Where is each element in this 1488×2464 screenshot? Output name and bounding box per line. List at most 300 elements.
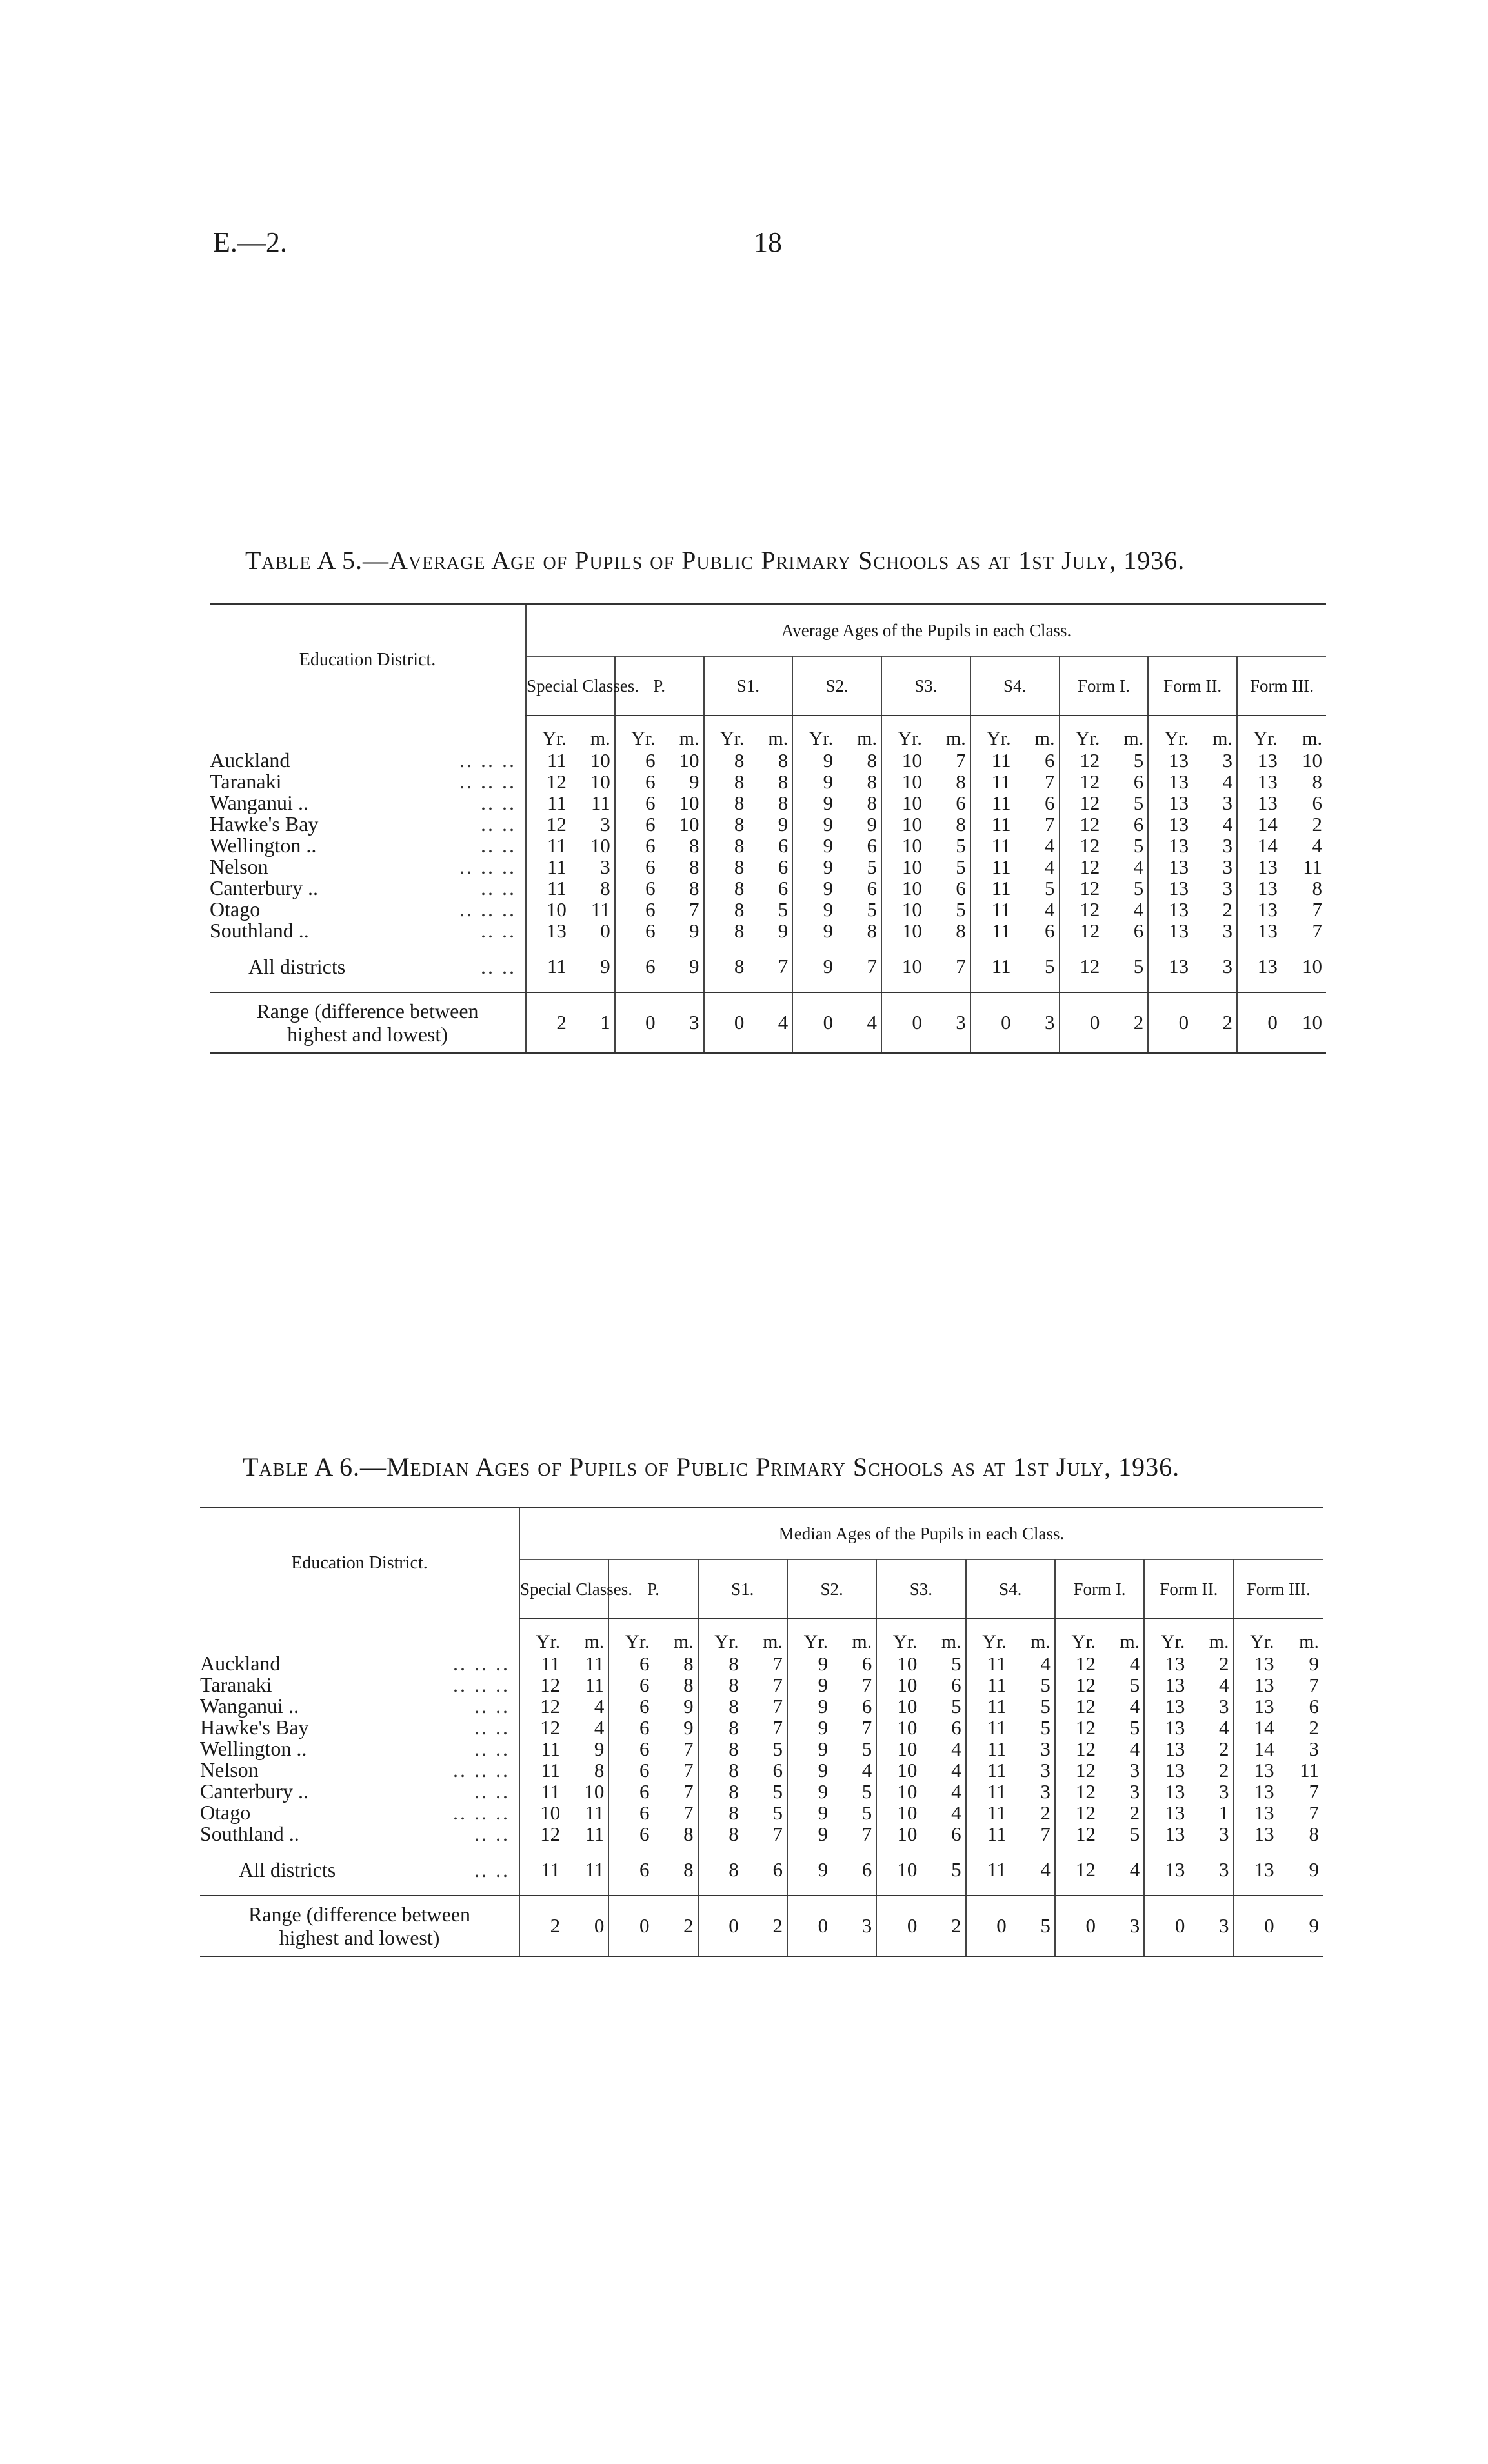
years-cell: 0: [1148, 992, 1192, 1053]
years-cell: 10: [881, 835, 926, 856]
years-cell: 6: [615, 771, 659, 792]
months-cell: 4: [594, 1695, 605, 1718]
district-name-cell: [200, 1759, 519, 1781]
unit-years: Yr.: [970, 716, 1015, 750]
years-cell: 11: [970, 899, 1015, 920]
years-cell: 11: [966, 1653, 1010, 1674]
months-cell: 4: [837, 992, 881, 1053]
years-cell: 2: [519, 1896, 564, 1956]
table-row: [210, 771, 1326, 792]
table-row: [210, 877, 1326, 899]
unit-months: m.: [1034, 728, 1055, 749]
years-cell: 13: [1237, 856, 1282, 877]
years-cell: 13: [526, 920, 570, 941]
district-name-cell: [210, 899, 526, 920]
months-cell: 7: [861, 1823, 872, 1845]
months-cell: 6: [1133, 919, 1144, 942]
years-cell: 12: [519, 1696, 564, 1717]
district-name: Wellington ..: [210, 834, 317, 857]
table-a6-title-rest: —Median Ages of Pupils of Public Primary Schools as at 1st July, 1936.: [360, 1452, 1180, 1481]
months-cell: 2: [1129, 1801, 1140, 1824]
years-cell: 12: [1060, 835, 1104, 856]
months-cell: 6: [1133, 770, 1144, 793]
table-row: [210, 856, 1326, 877]
months-cell: 3: [926, 992, 970, 1053]
months-cell: 7: [1312, 919, 1322, 942]
unit-months: m.: [852, 1631, 872, 1652]
months-cell: 6: [861, 1695, 872, 1718]
table-a6: [200, 1507, 1323, 1957]
district-name-cell: [200, 1653, 519, 1674]
leader-dots: .. ..: [474, 1779, 510, 1803]
unit-months: m.: [1299, 1631, 1319, 1652]
years-cell: 11: [519, 1653, 564, 1674]
table-row: [210, 920, 1326, 941]
years-cell: 9: [787, 1696, 832, 1717]
months-cell: 7: [1045, 813, 1055, 836]
months-cell: 4: [1040, 1652, 1051, 1675]
months-cell: 5: [1040, 1716, 1051, 1739]
class-column-header: S4.: [970, 657, 1060, 716]
years-cell: 8: [698, 1696, 743, 1717]
district-name-cell: [200, 1781, 519, 1802]
years-cell: 10: [881, 856, 926, 877]
district-name-cell: [200, 1717, 519, 1738]
years-cell: 9: [787, 1674, 832, 1696]
months-cell: 8: [653, 1845, 698, 1896]
years-cell: 10: [881, 877, 926, 899]
years-cell: 11: [966, 1823, 1010, 1845]
years-cell: 8: [698, 1802, 743, 1823]
leader-dots: .. ..: [474, 1858, 510, 1881]
months-cell: 6: [778, 877, 789, 899]
months-cell: 5: [1015, 941, 1060, 992]
years-cell: 12: [1060, 771, 1104, 792]
months-cell: 4: [1100, 1845, 1144, 1896]
years-cell: 6: [608, 1802, 653, 1823]
months-cell: 8: [778, 749, 789, 772]
months-cell: 4: [1045, 834, 1055, 857]
table-row: [210, 835, 1326, 856]
range-label-line2: highest and lowest): [287, 1023, 448, 1046]
years-cell: 12: [1060, 856, 1104, 877]
months-cell: 6: [951, 1716, 961, 1739]
months-cell: 0: [564, 1896, 608, 1956]
years-cell: 9: [787, 1738, 832, 1759]
years-cell: 13: [1237, 877, 1282, 899]
months-cell: 7: [772, 1652, 783, 1675]
months-cell: 5: [1129, 1823, 1140, 1845]
months-cell: 4: [861, 1759, 872, 1781]
months-cell: 5: [867, 856, 877, 878]
years-cell: 14: [1234, 1717, 1278, 1738]
years-cell: 0: [787, 1896, 832, 1956]
years-cell: 12: [526, 814, 570, 835]
years-cell: 9: [792, 835, 837, 856]
years-cell: 11: [966, 1717, 1010, 1738]
years-cell: 6: [615, 792, 659, 814]
years-cell: 9: [787, 1802, 832, 1823]
months-cell: 8: [867, 749, 877, 772]
years-cell: 12: [1055, 1653, 1100, 1674]
months-cell: 3: [659, 992, 704, 1053]
months-cell: 6: [743, 1845, 787, 1896]
months-cell: 4: [1129, 1738, 1140, 1760]
months-cell: 4: [594, 1716, 605, 1739]
years-cell: 12: [1055, 1674, 1100, 1696]
unit-months: m.: [768, 728, 789, 749]
months-cell: 5: [1133, 877, 1144, 899]
months-cell: 10: [679, 792, 699, 814]
months-cell: 8: [689, 856, 699, 878]
table-row: [200, 1781, 1323, 1802]
months-cell: 1: [1219, 1801, 1229, 1824]
years-cell: 13: [1148, 877, 1192, 899]
years-cell: 11: [526, 792, 570, 814]
years-cell: 10: [876, 1653, 921, 1674]
months-cell: 8: [683, 1652, 694, 1675]
district-name-cell: [210, 920, 526, 941]
class-column-header: Form III.: [1234, 1560, 1323, 1619]
years-cell: 12: [1055, 1781, 1100, 1802]
years-cell: 11: [519, 1738, 564, 1759]
table-a5-title: [245, 545, 1185, 576]
page-ref: E.—2.: [213, 226, 287, 258]
months-cell: 2: [1103, 992, 1148, 1053]
years-cell: 11: [526, 750, 570, 771]
district-name-cell: [200, 1802, 519, 1823]
district-name: Nelson: [210, 855, 268, 878]
leader-dots: .. ..: [474, 1716, 510, 1739]
months-cell: 4: [748, 992, 792, 1053]
unit-months: m.: [945, 728, 966, 749]
years-cell: 9: [787, 1759, 832, 1781]
months-cell: 5: [1040, 1695, 1051, 1718]
district-name-cell: [210, 750, 526, 771]
months-cell: 6: [951, 1823, 961, 1845]
years-cell: 12: [1055, 1802, 1100, 1823]
leader-dots: .. .. ..: [459, 770, 516, 793]
leader-dots: .. ..: [481, 791, 516, 814]
leader-dots: .. .. ..: [459, 897, 516, 921]
years-cell: 13: [1148, 856, 1192, 877]
months-cell: 8: [867, 770, 877, 793]
leader-dots: .. .. ..: [459, 748, 516, 772]
years-cell: 0: [698, 1896, 743, 1956]
months-cell: 3: [1040, 1780, 1051, 1803]
years-cell: 9: [787, 1823, 832, 1845]
years-cell: 13: [1144, 1717, 1189, 1738]
years-cell: 11: [970, 877, 1015, 899]
years-cell: 13: [1234, 1802, 1278, 1823]
months-cell: 7: [1045, 770, 1055, 793]
months-cell: 7: [683, 1759, 694, 1781]
years-cell: 8: [704, 856, 749, 877]
all-districts-label: All districts: [248, 954, 346, 978]
unit-years: Yr.: [1237, 716, 1282, 750]
class-group-header: Median Ages of the Pupils in each Class.: [519, 1507, 1323, 1560]
class-group-header: Average Ages of the Pupils in each Class.: [526, 604, 1326, 657]
years-cell: 13: [1144, 1823, 1189, 1845]
months-cell: 6: [867, 834, 877, 857]
years-cell: 10: [876, 1802, 921, 1823]
years-cell: 9: [792, 792, 837, 814]
range-label-cell: [200, 1896, 519, 1956]
months-cell: 11: [564, 1845, 608, 1896]
months-cell: 11: [585, 1674, 605, 1696]
months-cell: 5: [861, 1801, 872, 1824]
months-cell: 5: [1133, 834, 1144, 857]
months-cell: 5: [1129, 1716, 1140, 1739]
months-cell: 8: [1312, 877, 1322, 899]
unit-months: m.: [1209, 1631, 1229, 1652]
months-cell: 8: [778, 792, 789, 814]
months-cell: 7: [926, 941, 970, 992]
district-name: Taranaki: [210, 770, 282, 793]
unit-years: Yr.: [1144, 1619, 1189, 1653]
years-cell: 0: [1234, 1896, 1278, 1956]
years-cell: 13: [1237, 771, 1282, 792]
all-districts-row: [210, 941, 1326, 992]
months-cell: 4: [1045, 898, 1055, 921]
leader-dots: .. ..: [481, 919, 516, 942]
months-cell: 10: [590, 770, 610, 793]
years-cell: 13: [1237, 750, 1282, 771]
years-cell: 12: [519, 1823, 564, 1845]
years-cell: 8: [698, 1845, 743, 1896]
months-cell: 9: [683, 1716, 694, 1739]
months-cell: 7: [772, 1695, 783, 1718]
months-cell: 7: [772, 1674, 783, 1696]
months-cell: 9: [1278, 1845, 1323, 1896]
months-cell: 3: [1219, 1780, 1229, 1803]
months-cell: 3: [1189, 1845, 1233, 1896]
months-cell: 7: [689, 898, 699, 921]
months-cell: 2: [1219, 1759, 1229, 1781]
unit-months: m.: [1302, 728, 1322, 749]
years-cell: 0: [970, 992, 1015, 1053]
months-cell: 9: [778, 813, 789, 836]
months-cell: 5: [951, 1695, 961, 1718]
years-cell: 10: [876, 1696, 921, 1717]
months-cell: 8: [600, 877, 610, 899]
unit-months: m.: [941, 1631, 961, 1652]
range-label-cell: [210, 992, 526, 1053]
unit-months: m.: [590, 728, 610, 749]
years-cell: 11: [519, 1759, 564, 1781]
months-cell: 11: [1303, 856, 1322, 878]
months-cell: 8: [683, 1823, 694, 1845]
years-cell: 8: [704, 835, 749, 856]
range-label-line1: Range (difference between: [256, 999, 479, 1023]
months-cell: 9: [778, 919, 789, 942]
district-name: Taranaki: [200, 1673, 272, 1696]
class-column-header: S3.: [876, 1560, 965, 1619]
months-cell: 7: [748, 941, 792, 992]
years-cell: 2: [526, 992, 570, 1053]
months-cell: 6: [1133, 813, 1144, 836]
district-name: Southland ..: [210, 919, 309, 942]
years-cell: 0: [704, 992, 749, 1053]
months-cell: 9: [594, 1738, 605, 1760]
months-cell: 5: [772, 1780, 783, 1803]
months-cell: 3: [832, 1896, 876, 1956]
months-cell: 5: [1103, 941, 1148, 992]
years-cell: 12: [1060, 877, 1104, 899]
months-cell: 8: [956, 813, 966, 836]
years-cell: 0: [881, 992, 926, 1053]
years-cell: 11: [970, 856, 1015, 877]
months-cell: 5: [1129, 1674, 1140, 1696]
table-a6-title: [243, 1452, 1180, 1482]
months-cell: 5: [861, 1780, 872, 1803]
months-cell: 2: [1309, 1716, 1319, 1739]
months-cell: 3: [1219, 1695, 1229, 1718]
leader-dots: .. .. ..: [453, 1652, 510, 1675]
unit-years: Yr.: [615, 716, 659, 750]
months-cell: 11: [585, 1652, 605, 1675]
leader-dots: .. .. ..: [453, 1673, 510, 1696]
months-cell: 3: [1100, 1896, 1144, 1956]
district-name-cell: [200, 1738, 519, 1759]
years-cell: 10: [876, 1823, 921, 1845]
months-cell: 4: [1222, 813, 1232, 836]
months-cell: 4: [1219, 1674, 1229, 1696]
district-name: Otago: [210, 897, 261, 921]
months-cell: 3: [1129, 1759, 1140, 1781]
years-cell: 13: [1144, 1759, 1189, 1781]
years-cell: 8: [704, 877, 749, 899]
years-cell: 10: [881, 814, 926, 835]
months-cell: 4: [951, 1780, 961, 1803]
months-cell: 6: [832, 1845, 876, 1896]
months-cell: 6: [1309, 1695, 1319, 1718]
years-cell: 11: [526, 941, 570, 992]
range-row: [200, 1896, 1323, 1956]
table-row: [200, 1759, 1323, 1781]
years-cell: 13: [1148, 941, 1192, 992]
months-cell: 7: [956, 749, 966, 772]
years-cell: 10: [876, 1759, 921, 1781]
range-label-line1: Range (difference between: [248, 1903, 471, 1926]
years-cell: 8: [704, 941, 749, 992]
years-cell: 9: [787, 1781, 832, 1802]
months-cell: 3: [1219, 1823, 1229, 1845]
years-cell: 6: [615, 899, 659, 920]
unit-years: Yr.: [698, 1619, 743, 1653]
district-name: Wanganui ..: [210, 791, 308, 814]
district-column-header: Education District.: [210, 604, 526, 716]
months-cell: 9: [1309, 1652, 1319, 1675]
years-cell: 13: [1237, 792, 1282, 814]
years-cell: 8: [698, 1823, 743, 1845]
months-cell: 8: [867, 919, 877, 942]
years-cell: 12: [1055, 1696, 1100, 1717]
months-cell: 4: [951, 1801, 961, 1824]
months-cell: 5: [867, 898, 877, 921]
years-cell: 0: [615, 992, 659, 1053]
units-spacer: [200, 1619, 519, 1653]
years-cell: 6: [608, 1759, 653, 1781]
unit-months: m.: [763, 1631, 783, 1652]
months-cell: 8: [689, 877, 699, 899]
unit-years: Yr.: [1055, 1619, 1100, 1653]
table-row: [210, 899, 1326, 920]
years-cell: 9: [787, 1717, 832, 1738]
years-cell: 13: [1148, 835, 1192, 856]
all-districts-row: [200, 1845, 1323, 1896]
district-name: Canterbury ..: [200, 1779, 308, 1803]
years-cell: 0: [876, 1896, 921, 1956]
months-cell: 3: [1222, 877, 1232, 899]
months-cell: 4: [1129, 1695, 1140, 1718]
leader-dots: .. ..: [481, 812, 516, 836]
years-cell: 0: [1060, 992, 1104, 1053]
months-cell: 3: [1222, 749, 1232, 772]
district-name: Wanganui ..: [200, 1694, 299, 1718]
unit-months: m.: [679, 728, 699, 749]
months-cell: 8: [778, 770, 789, 793]
unit-months: m.: [584, 1631, 605, 1652]
years-cell: 11: [966, 1674, 1010, 1696]
years-cell: 12: [1055, 1845, 1100, 1896]
years-cell: 11: [966, 1738, 1010, 1759]
table-a5-title-prefix: Table A 5.: [245, 546, 363, 575]
months-cell: 9: [867, 813, 877, 836]
years-cell: 11: [970, 750, 1015, 771]
years-cell: 8: [698, 1653, 743, 1674]
months-cell: 4: [1312, 834, 1322, 857]
months-cell: 8: [689, 834, 699, 857]
years-cell: 11: [526, 877, 570, 899]
unit-years: Yr.: [792, 716, 837, 750]
years-cell: 10: [876, 1738, 921, 1759]
class-column-header: S2.: [787, 1560, 876, 1619]
table-row: [200, 1802, 1323, 1823]
years-cell: 11: [970, 814, 1015, 835]
years-cell: 0: [1237, 992, 1282, 1053]
years-cell: 13: [1148, 814, 1192, 835]
months-cell: 7: [683, 1738, 694, 1760]
months-cell: 1: [570, 992, 615, 1053]
months-cell: 10: [679, 813, 699, 836]
leader-dots: .. .. ..: [453, 1801, 510, 1824]
months-cell: 5: [1045, 877, 1055, 899]
years-cell: 11: [966, 1696, 1010, 1717]
table-row: [210, 792, 1326, 814]
months-cell: 9: [1278, 1896, 1323, 1956]
years-cell: 14: [1237, 814, 1282, 835]
class-column-header: Form I.: [1055, 1560, 1144, 1619]
months-cell: 10: [1282, 992, 1326, 1053]
range-label-line2: highest and lowest): [279, 1926, 440, 1949]
years-cell: 11: [970, 771, 1015, 792]
years-cell: 6: [608, 1674, 653, 1696]
years-cell: 6: [615, 856, 659, 877]
district-name: Southland ..: [200, 1822, 299, 1845]
years-cell: 11: [966, 1781, 1010, 1802]
table-row: [210, 814, 1326, 835]
years-cell: 9: [792, 941, 837, 992]
page-number: 18: [754, 226, 782, 258]
years-cell: 12: [1060, 792, 1104, 814]
years-cell: 10: [876, 1717, 921, 1738]
years-cell: 8: [698, 1674, 743, 1696]
years-cell: 6: [615, 941, 659, 992]
leader-dots: .. ..: [474, 1822, 510, 1845]
months-cell: 6: [772, 1759, 783, 1781]
years-cell: 10: [881, 750, 926, 771]
